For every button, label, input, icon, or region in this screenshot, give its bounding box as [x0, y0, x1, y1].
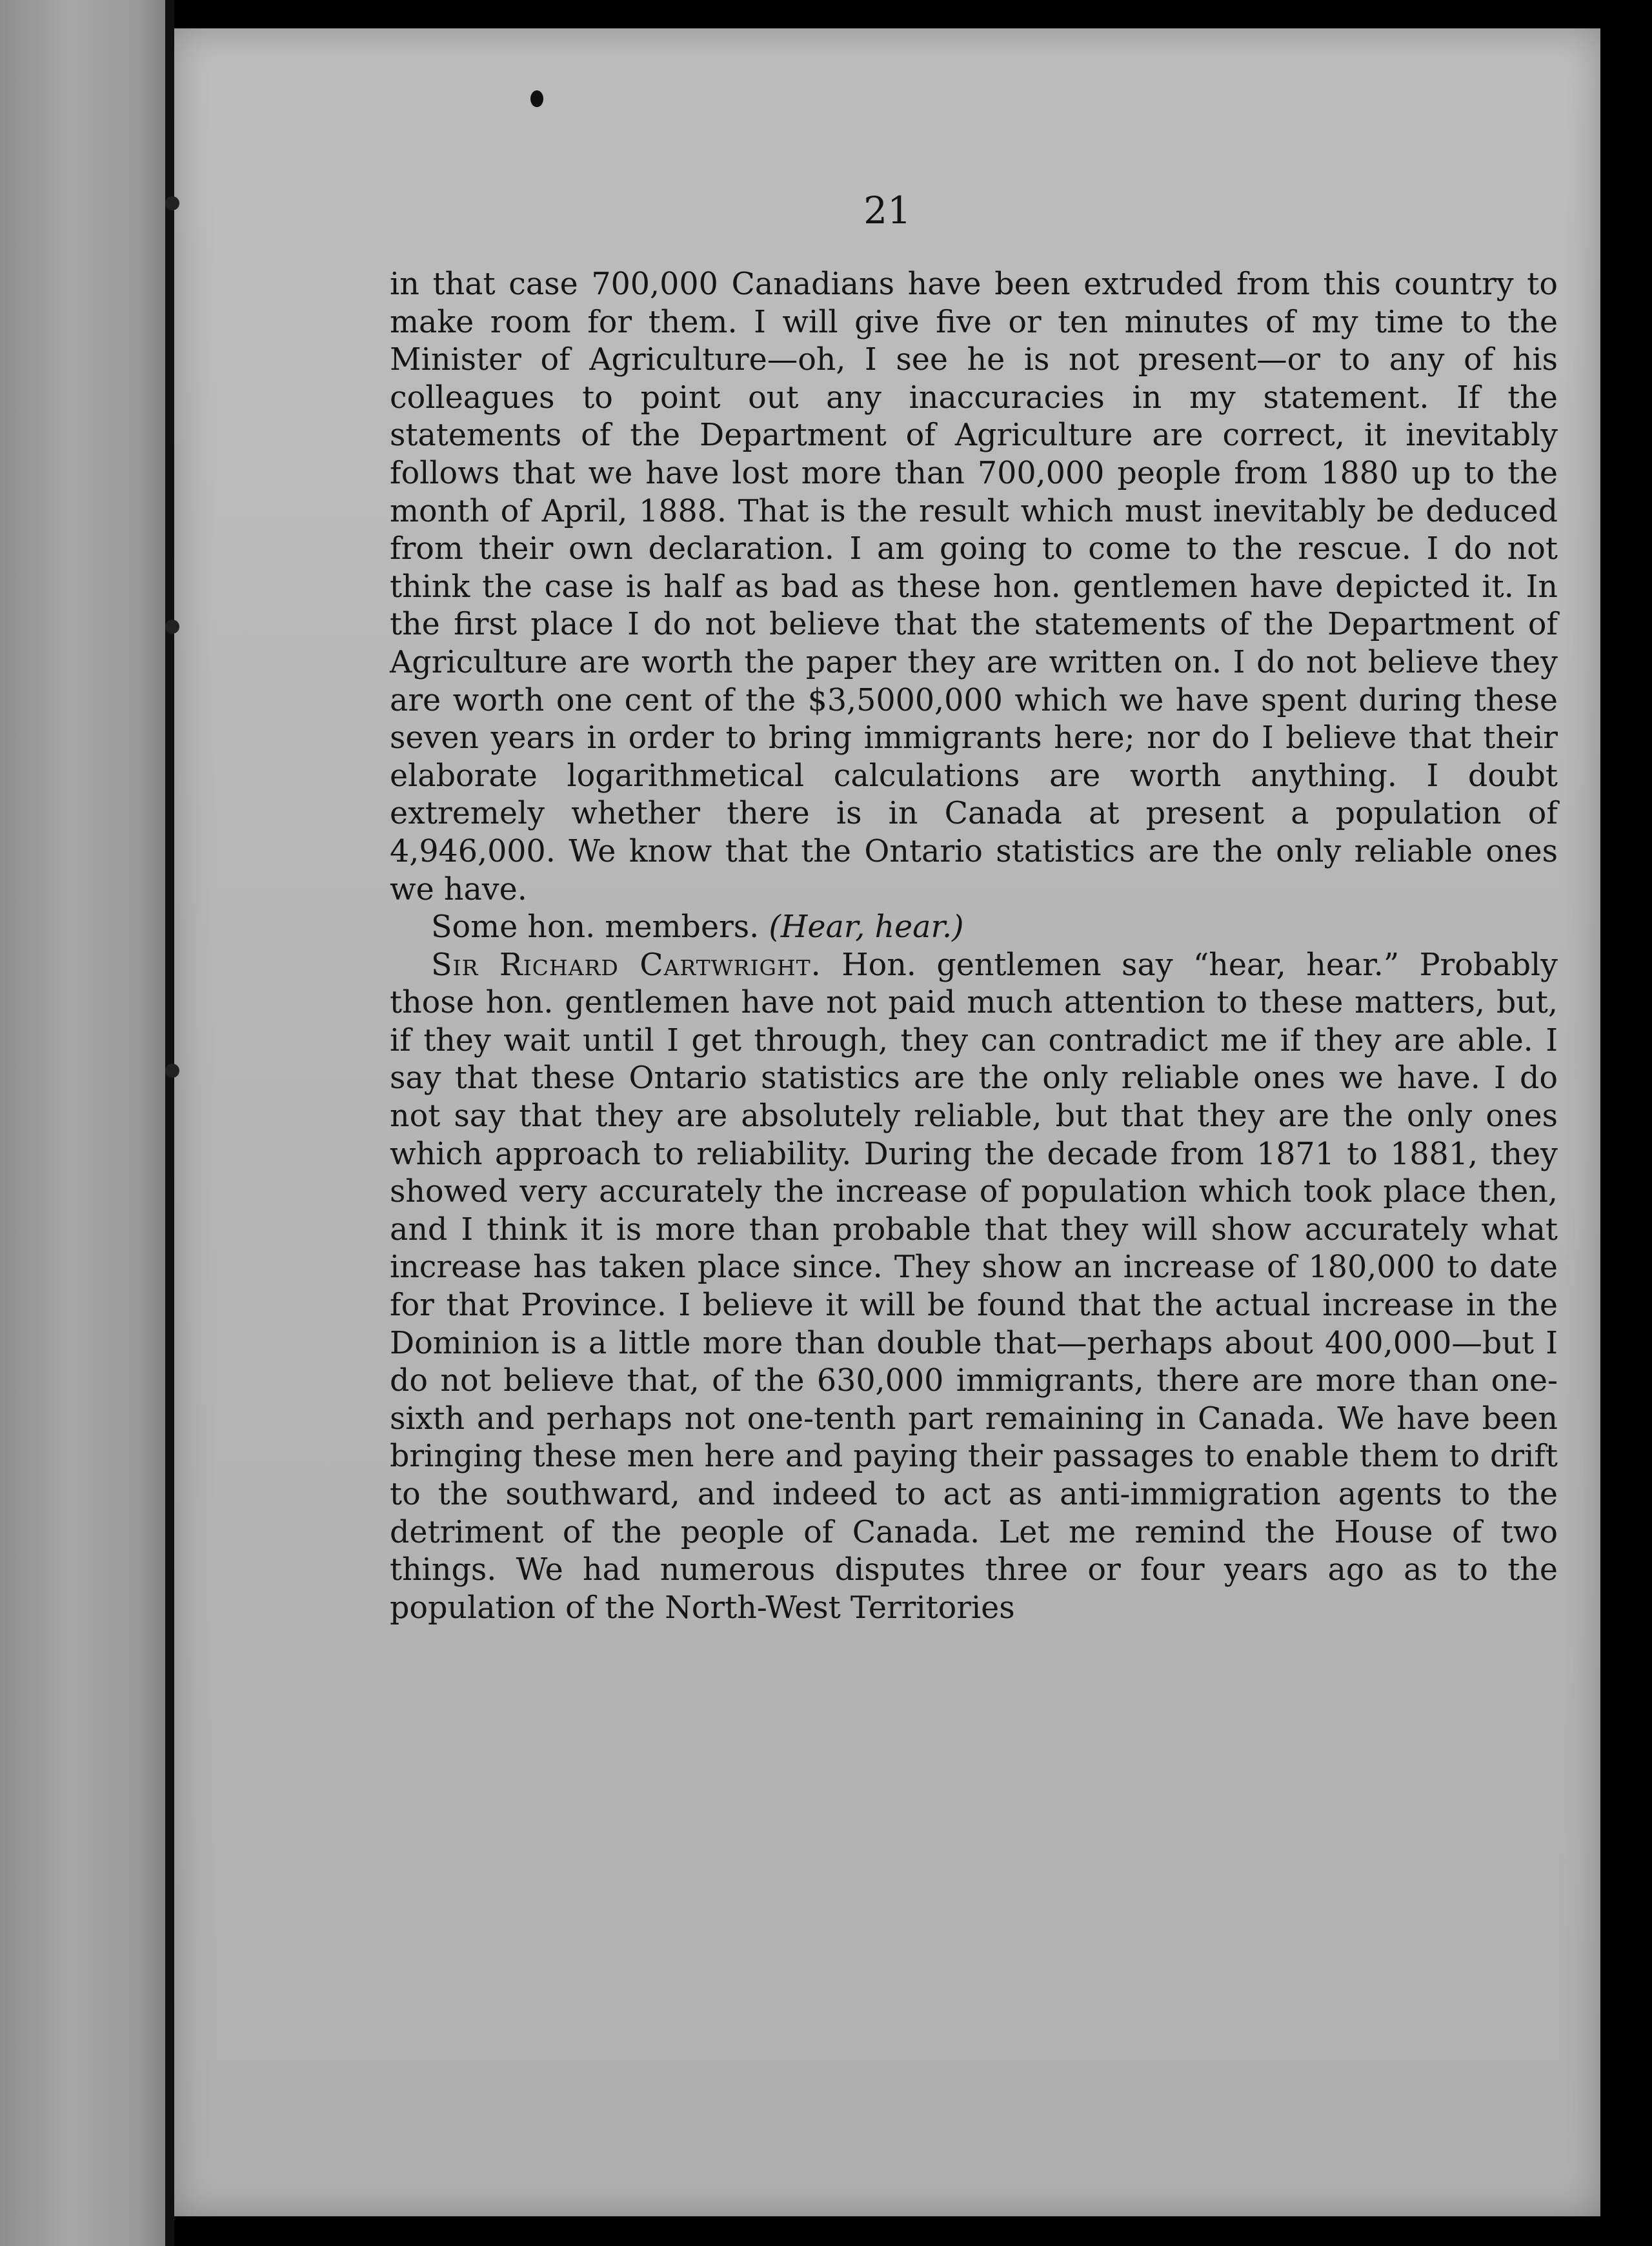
page-number: 21	[863, 188, 911, 232]
paragraph: in that case 700,000 Canadians have been extruded from this country to make room for them. I will give five or ten minutes of my time to the Minister of Agriculture—oh, I see he is not present—or to any of his colleagues to point out any inaccuracies in my statement. If the statements of the Department of Agriculture are correct, it inevitably follows that we have lost more than 700,000 people from 1880 up to the month of April, 1888. That is the result which must inevitably be deduced from their own declaration. I am going to come to the rescue. I do not think the case is half as bad as these hon. gentlemen have depicted it. In the first place I do not believe that the statements of the Department of Agriculture are worth the paper they are written on. I do not believe they are worth one cent of the $3,5000,000 which we have spent during these seven years in order to bring immigrants here; nor do I believe that their elaborate logarithmetical calculations are worth anything. I doubt extremely whether there is in Canada at present a population of 4,946,000. We know that the Ontario statistics are the only reliable ones we have.	[390, 267, 1558, 907]
facing-page-edge	[0, 0, 173, 2246]
interjection-paragraph	[390, 909, 1558, 947]
speaker-name: Sir Richard Cartwright.	[431, 947, 821, 983]
interjection-text: (Hear, hear.)	[769, 909, 964, 946]
ink-dot	[530, 90, 543, 107]
binding-stitch-mark	[165, 620, 179, 634]
speech-paragraph	[390, 947, 1558, 1628]
binding-stitch-mark	[165, 1064, 179, 1078]
binding-gutter	[165, 0, 174, 2246]
speech-text: Hon. gentlemen say “hear, hear.” Probably those hon. gentlemen have not paid much attention to these matters, but, if they wait until I get through, they can contradict me if they are able. I say that these Ontario statistics are the only reliable ones we have. I do not say that they are absolutely reliable, but that they are the only ones which approach to reliability. During the decade from 1871 to 1881, they showed very accurately the increase of population which took place then, and I think it is more than probable that they will show accurately what increase has taken place since. They show an increase of 180,000 to date for that Province. I believe it will be found that the actual increase in the Dominion is a little more than double that—perhaps about 400,000—but I do not believe that, of the 630,000 immigrants, there are more than one-sixth and perhaps not one-tenth part remaining in Canada. We have been bringing these men here and paying their passages to enable them to drift to the southward, and indeed to act as anti-immigration agents to the detriment of the people of Canada. Let me remind the House of two things. We had numerous disputes three or four years ago as to the population of the North-West Territories	[390, 947, 1558, 1626]
speaker-name: Some hon. members.	[431, 909, 760, 946]
document-page	[174, 28, 1600, 2216]
body-text	[390, 266, 1558, 1627]
